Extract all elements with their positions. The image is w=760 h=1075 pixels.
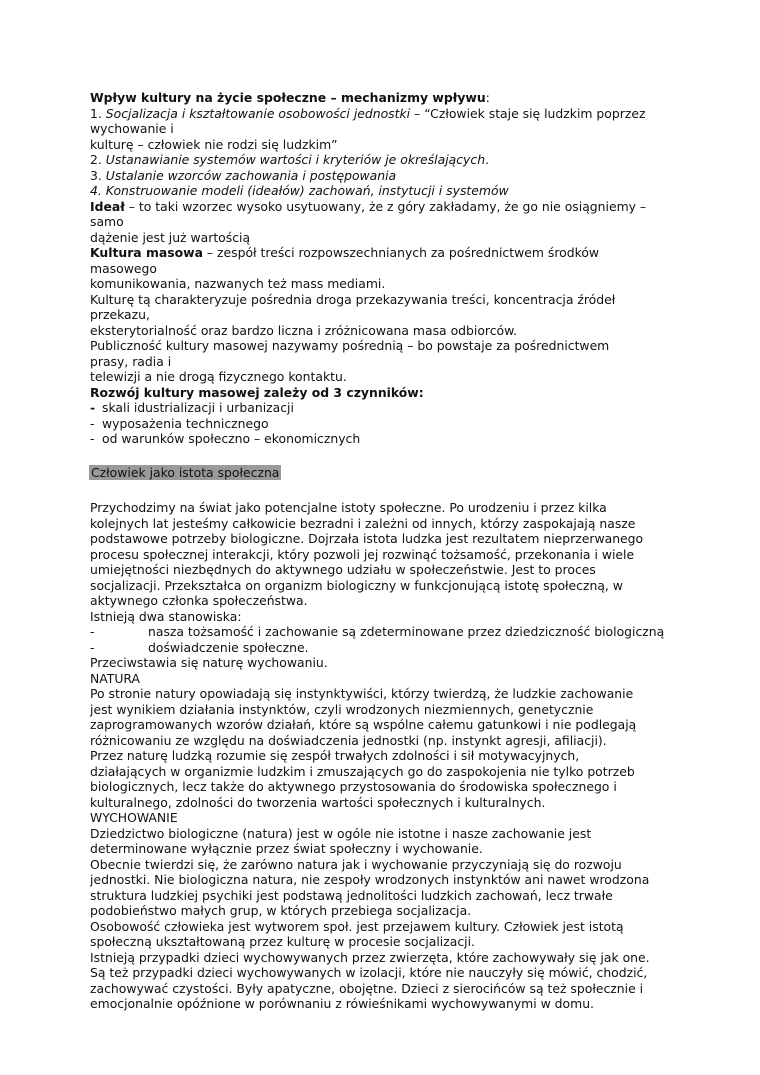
text-line: Przez naturę ludzką rozumie się zespół trwałych zdolności i sił motywacyjnych, — [90, 748, 580, 763]
subheading-natura: NATURA — [90, 670, 141, 686]
list-item-continuation: wychowanie i — [90, 121, 174, 136]
text-line: Osobowość człowieka jest wytworem społ. jest przejawem kultury. Człowiek jest istotą — [90, 918, 624, 934]
text-line: Dziedzictwo biologiczne (natura) jest w ogóle nie istotne i nasze zachowanie jest — [90, 825, 592, 841]
text-line: masowego — [90, 260, 157, 276]
text-line: biologicznych, lecz także do aktywnego przystosowania do środowiska społecznego i — [90, 779, 617, 794]
list-item: 3. Ustalanie wzorców zachowania i postępowania — [90, 167, 397, 183]
document-page — [90, 90, 680, 1012]
text-line: zachowywać czystości. Były apatyczne, obojętne. Dzieci z sierocińców są też społecznie i — [90, 980, 644, 996]
text-line: Istnieją przypadki dzieci wychowywanych przez zwierzęta, które zachowywały się jak one. — [90, 949, 650, 965]
text-line: umiejętności niezbędnych do aktywnego udziału w społeczeństwie. Jest to proces — [90, 562, 596, 577]
list-item: 4. Konstruowanie modeli (ideałów) zachowań, instytucji i systemów — [90, 183, 509, 198]
text-line: eksterytorialność oraz bardzo liczna i zróżnicowana masa odbiorców. — [90, 322, 518, 338]
text-line: podobieństwo małych grup, w których przebiega socjalizacja. — [90, 903, 472, 918]
ideal-definition: Ideał – to taki wzorzec wysoko usytuowany, że z góry zakładamy, że go nie osiągniemy – — [90, 198, 647, 214]
heading-bold: Wpływ kultury na życie społeczne – mechanizmy wpływu — [90, 90, 486, 105]
text-line: emocjonalnie opóźnione w porównaniu z rówieśnikami wychowywanymi w domu. — [90, 996, 594, 1011]
text-line: struktura ludzkiej psychiki jest podstawą jednolitości ludzkich zachowań, lecz trwałe — [90, 887, 613, 903]
text-line: jest wynikiem działania instynktów, czyli wrodzonych niezmiennych, genetycznie — [90, 701, 594, 717]
text-line: działających w organizmie ludzkim i zmuszających go do zaspokojenia nie tylko potrzeb — [90, 763, 635, 779]
factors-heading: Rozwój kultury masowej zależy od 3 czynników: — [90, 384, 424, 400]
text-line: dążenie jest już wartością — [90, 229, 251, 245]
text-line: Po stronie natury opowiadają się instynktywiści, którzy twierdzą, że ludzkie zachowanie — [90, 686, 634, 701]
text-line: społeczną ukształtowaną przez kulturę w procesie socjalizacji. — [90, 934, 475, 949]
list-item: 2. Ustanawianie systemów wartości i kryteriów je określających. — [90, 152, 490, 167]
section-title-row — [90, 465, 680, 481]
text-line: socjalizacji. Przekształca on organizm biologiczny w funkcjonującą istotę społeczną, w — [90, 577, 623, 593]
text-line: jednostki. Nie biologiczna natura, nie zespoły wrodzonych instynktów ani nawet wrodzona — [90, 872, 650, 887]
section-heading: Wpływ kultury na życie społeczne – mechanizmy wpływu: — [90, 90, 490, 105]
position-item: - nasza tożsamość i zachowanie są zdeterminowane przez dziedziczność biologiczną — [90, 624, 665, 639]
text-line: kulturalnego, zdolności do tworzenia wartości społecznych i kulturalnych. — [90, 794, 546, 810]
mass-culture-definition: Kultura masowa – zespół treści rozpowszechnianych za pośrednictwem środków — [90, 245, 600, 260]
text-line: Przeciwstawia się naturę wychowaniu. — [90, 655, 328, 670]
text-line: Są też przypadki dzieci wychowywanych w izolacji, które nie nauczyły się mówić, chodzić, — [90, 965, 648, 980]
text-line: komunikowania, nazwanych też mass mediami. — [90, 276, 386, 291]
position-item: - doświadczenie społeczne. — [90, 639, 309, 655]
text-line: różnicowaniu ze względu na doświadczenia jednostki (np. instynkt agresji, afiliacji). — [90, 732, 607, 748]
text-line: zaprogramowanych wzorów działań, które są wspólne całemu gatunkowi i nie podlegają — [90, 717, 637, 732]
text-line: aktywnego członka społeczeństwa. — [90, 593, 308, 608]
subheading-wychowanie: WYCHOWANIE — [90, 810, 178, 825]
text-line: Istnieją dwa stanowiska: — [90, 608, 242, 624]
text-line: Kulturę tą charakteryzuje pośrednia droga przekazywania treści, koncentracja źródeł — [90, 291, 616, 307]
text-line: Obecnie twierdzi się, że zarówno natura jak i wychowanie przyczyniają się do rozwoju — [90, 856, 622, 872]
text-line: procesu społecznej interakcji, który pozwoli jej rozwinąć tożsamość, przekonania i wiele — [90, 546, 635, 562]
text-line: prasy, radia i — [90, 353, 172, 369]
list-item-continuation: kulturę – człowiek nie rodzi się ludzkim” — [90, 136, 338, 152]
factor-item: - skali idustrializacji i urbanizacji — [90, 400, 294, 415]
text-line: kolejnych lat jesteśmy całkowicie bezradni i zależni od innych, którzy zaspokajają nasze — [90, 515, 636, 531]
text-line: determinowane wyłącznie przez świat społeczny i wychowanie. — [90, 841, 483, 856]
text-line: samo — [90, 214, 124, 229]
text-line: przekazu, — [90, 307, 150, 322]
section-title: Człowiek jako istota społeczna — [91, 464, 280, 480]
text-line: podstawowe potrzeby biologiczne. Dojrzała istota ludzka jest rezultatem nieprzerwanego — [90, 531, 644, 546]
factor-item: - wyposażenia technicznego — [90, 415, 269, 431]
list-item: 1. Socjalizacja i kształtowanie osobowości jednostki – “Człowiek staje się ludzkim poprzez — [90, 105, 646, 121]
text-line: Przychodzimy na świat jako potencjalne istoty społeczne. Po urodzeniu i przez kilka — [90, 500, 607, 515]
text-line: telewizji a nie drogą fizycznego kontaktu. — [90, 369, 347, 384]
factor-item: - od warunków społeczno – ekonomicznych — [90, 431, 361, 446]
text-line: Publiczność kultury masowej nazywamy pośrednią – bo powstaje za pośrednictwem — [90, 338, 610, 353]
